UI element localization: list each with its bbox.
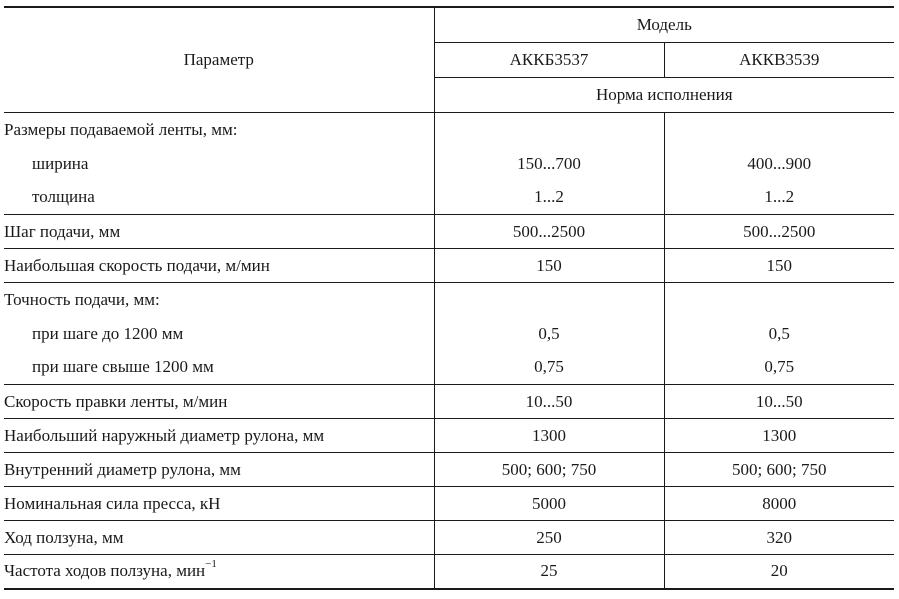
table-row — [4, 453, 894, 487]
row-value-1: 150 — [434, 249, 664, 283]
table-row — [4, 555, 894, 589]
row-value-2: 8000 — [664, 487, 894, 521]
specification-table — [4, 6, 894, 590]
table-row — [4, 249, 894, 283]
row-param: Скорость правки ленты, м/мин — [4, 385, 434, 419]
row-param: Номинальная сила пресса, кН — [4, 487, 434, 521]
row-param: Точность подачи, мм: — [4, 283, 434, 317]
row-value-1: 0,75 — [434, 351, 664, 385]
row-param: Размеры подаваемой ленты, мм: — [4, 113, 434, 147]
row-value-2: 0,75 — [664, 351, 894, 385]
row-value-1 — [434, 113, 664, 147]
row-param: Шаг подачи, мм — [4, 215, 434, 249]
row-value-1: 500...2500 — [434, 215, 664, 249]
row-value-2 — [664, 283, 894, 317]
row-value-2: 10...50 — [664, 385, 894, 419]
row-value-1: 500; 600; 750 — [434, 453, 664, 487]
table-row — [4, 113, 894, 147]
row-value-2: 1...2 — [664, 181, 894, 215]
row-value-2: 20 — [664, 555, 894, 589]
row-value-2 — [664, 113, 894, 147]
row-param — [4, 555, 434, 589]
row-value-2: 500...2500 — [664, 215, 894, 249]
row-value-2: 320 — [664, 521, 894, 555]
table-row — [4, 283, 894, 317]
row-value-2: 400...900 — [747, 153, 812, 173]
table-row — [4, 487, 894, 521]
row-param-superscript: −1 — [205, 558, 217, 571]
table-row — [4, 317, 894, 351]
table-row — [4, 147, 894, 181]
row-value-2: 500; 600; 750 — [664, 453, 894, 487]
row-value-1: 1300 — [434, 419, 664, 453]
table-row — [4, 181, 894, 215]
row-param: при шаге до 1200 мм — [4, 317, 434, 351]
row-param: при шаге свыше 1200 мм — [4, 351, 434, 385]
row-param: толщина — [4, 181, 434, 215]
table-header — [4, 7, 894, 113]
row-value-1 — [434, 283, 664, 317]
row-value-1: 10...50 — [434, 385, 664, 419]
row-param: ширина — [4, 147, 434, 181]
header-model-code-2: АККВ3539 — [664, 43, 894, 78]
row-value-1: 1...2 — [434, 181, 664, 215]
row-value-1: 25 — [434, 555, 664, 589]
header-model: Модель — [434, 7, 894, 43]
header-parameter: Параметр — [4, 7, 434, 113]
row-value-1: 0,5 — [434, 317, 664, 351]
table-body — [4, 113, 894, 589]
row-param: Наибольший наружный диаметр рулона, мм — [4, 419, 434, 453]
table-row — [4, 351, 894, 385]
row-value-1: 150...700 — [434, 147, 664, 181]
row-param-text: Частота ходов ползуна, мин — [4, 561, 206, 581]
table-row — [4, 419, 894, 453]
row-value-2: 0,5 — [768, 323, 790, 343]
header-norm: Норма исполнения — [434, 78, 894, 113]
table-row — [4, 215, 894, 249]
header-model-code-1: АККБ3537 — [434, 43, 664, 78]
row-param: Ход ползуна, мм — [4, 521, 434, 555]
table-row — [4, 385, 894, 419]
row-value-2: 1300 — [664, 419, 894, 453]
row-param: Внутренний диаметр рулона, мм — [4, 453, 434, 487]
row-value-1: 5000 — [434, 487, 664, 521]
row-value-2: 150 — [664, 249, 894, 283]
row-value-1: 250 — [434, 521, 664, 555]
table-row — [4, 521, 894, 555]
row-param: Наибольшая скорость подачи, м/мин — [4, 249, 434, 283]
